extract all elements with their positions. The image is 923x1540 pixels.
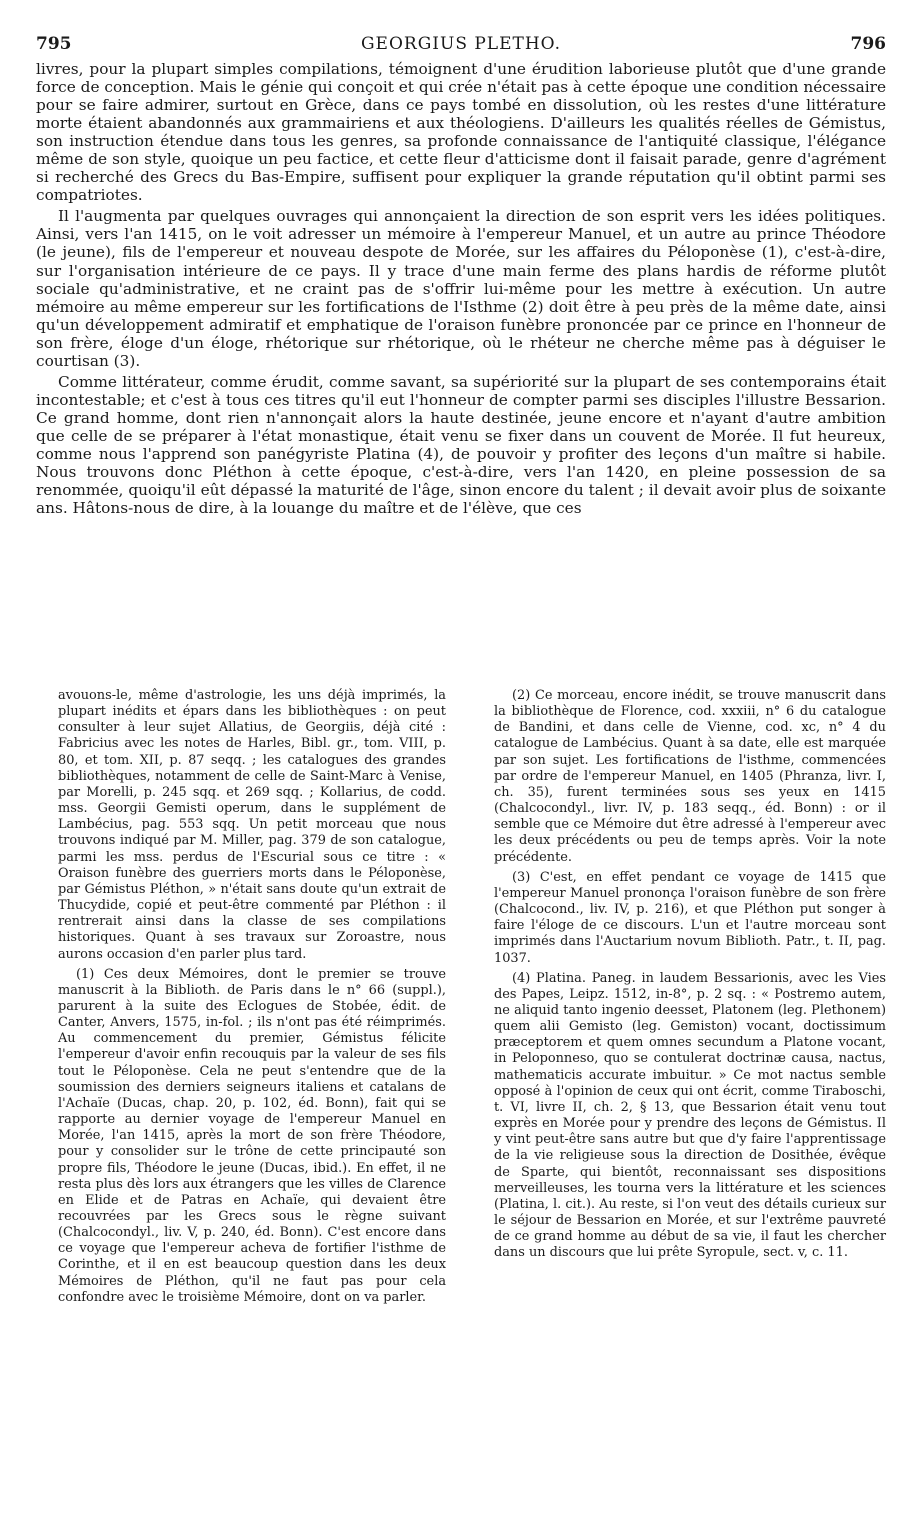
footnote-3: (3) C'est, en effet pendant ce voyage de 1415 que l'empereur Manuel prononça l'oraison funèbre de son frère (Chalcocond., liv. IV, p. 216), et que Pléthon put songer à faire l'éloge de ce discours. L'un et l'autre morceau sont imprimés dans l'Auctarium novum Biblioth. Patr., t. II, pag. 1037. [494,869,886,966]
main-paragraph: Comme littérateur, comme érudit, comme savant, sa supériorité sur la plupart de ses contemporains était incontestable; et c'est à tous ces titres qu'il eut l'honneur de compter parmi ses disciples l'illustre Bessarion. Ce grand homme, dont rien n'annonçait alors la haute destinée, jeune encore et n'ayant d'autre ambition que celle de se préparer à l'état monastique, était venu se fixer dans un couvent de Morée. Il fut heureux, comme nous l'apprend son panégyriste Platina (4), de pouvoir y profiter des leçons d'un maître si habile. Nous trouvons donc Pléthon à cette époque, c'est-à-dire, vers l'an 1420, en pleine possession de sa renommée, quoiqu'il eût dépassé la maturité de l'âge, sinon encore du talent ; il devait avoir plus de soixante ans. Hâtons-nous de dire, à la louange du maître et de l'élève, que ces [36,372,886,518]
footnote-continued: avouons-le, même d'astrologie, les uns déjà imprimés, la plupart inédits et épars dans les bibliothèques : on peut consulter à leur sujet Allatius, de Georgiis, déjà cité : Fabricius avec les notes de Harles, Bibl. gr., tom. VIII, p. 80, et tom. XII, p. 87 seqq. ; les catalogues des grandes bibliothèques, notamment de celle de Saint-Marc à Venise, par Morelli, p. 245 sqq. et 269 sqq. ; Kollarius, de codd. mss. Georgii Gemisti operum, dans le supplément de Lambécius, pag. 553 sqq. Un petit morceau que nous trouvons indiqué par M. Miller, pag. 379 de son catalogue, parmi les mss. perdus de l'Escurial sous ce titre : « Oraison funèbre des guerriers morts dans le Péloponèse, par Gémistus Pléthon, » n'était sans doute qu'un extrait de Thucydide, copié et peut-être commenté par Pléthon : il rentrerait ainsi dans la classe de ses compilations historiques. Quant à ses travaux sur Zoroastre, nous aurons occasion d'en parler plus tard. [58,688,446,962]
main-paragraph: livres, pour la plupart simples compilations, témoignent d'une érudition laborieuse plutôt que d'une grande force de conception. Mais le génie qui conçoit et qui crée n'était pas à cette époque une condition nécessaire pour se faire admirer, surtout en Grèce, dans ce pays tombé en dissolution, où les restes d'une littérature morte étaient abandonnés aux grammairiens et aux théologiens. D'ailleurs les qualités réelles de Gémistus, son instruction étendue dans tous les genres, sa profonde connaissance de l'antiquité classique, l'élégance même de son style, quoique un peu factice, et cette fleur d'atticisme dont il faisait parade, genre d'agrément si recherché des Grecs du Bas-Empire, suffisent pour expliquer la grande réputation qu'il obtint parmi ses compatriotes. [36,60,886,205]
running-title: GEORGIUS PLETHO. [360,34,562,54]
footnote-1: (1) Ces deux Mémoires, dont le premier se trouve manuscrit à la Biblioth. de Paris dans le n° 66 (suppl.), parurent à la suite des Eclogues de Stobée, édit. de Canter, Anvers, 1575, in-fol. ; ils n'ont pas été réimprimés. Au commencement du premier, Gémistus félicite l'empereur d'avoir enfin recouquis par la valeur de ses fils tout le Péloponèse. Cela ne peut s'entendre que de la soumission des derniers seigneurs italiens et catalans de l'Achaïe (Ducas, chap. 20, p. 102, éd. Bonn), fait qui se rapporte au dernier voyage de l'empereur Manuel en Morée, l'an 1415, après la mort de son frère Théodore, pour y consolider sur le trône de cette principauté son propre fils, Théodore le jeune (Ducas, ibid.). En effet, il ne resta plus dès lors aux étrangers que les villes de Clarence en Elide et de Patras en Achaïe, qui devaient être recouvrées par les Grecs sous le règne suivant (Chalcocondyl., liv. V, p. 240, éd. Bonn). C'est encore dans ce voyage que l'empereur acheva de fortifier l'isthme de Corinthe, et il en est beaucoup question dans les deux Mémoires de Pléthon, qu'il ne faut pas pour cela confondre avec le troisième Mémoire, dont on va parler. [58,966,446,1305]
main-text [36,60,886,520]
footnote-4: (4) Platina. Paneg. in laudem Bessarionis, avec les Vies des Papes, Leipz. 1512, in-8°, p. 2 sq. : « Postremo autem, ne aliquid tanto ingenio deesset, Platonem (leg. Plethonem) quem alii Gemisto (leg. Gemiston) vocant, doctissimum præceptorem et quem omnes secundum a Platone vocant, in Peloponneso, quo se contulerat doctrinæ causa, nactus, mathematicis accurate imbuitur. » Ce mot nactus semble opposé à l'opinion de ceux qui ont écrit, comme Tiraboschi, t. VI, livre II, ch. 2, § 13, que Bessarion était venu tout exprès en Morée pour y prendre des leçons de Gémistus. Il y vint peut-être sans autre but que d'y faire l'apprentissage de la vie religieuse sous la direction de Dosithée, évêque de Sparte, qui bientôt, reconnaissant ses dispositions merveilleuses, les tourna vers la littérature et les sciences (Platina, l. cit.). Au reste, si l'on veut des détails curieux sur le séjour de Bessarion en Morée, et sur l'extrême pauvreté de ce grand homme au début de sa vie, il faut les chercher dans un discours que lui prête Syropule, sect. v, c. 11. [494,970,886,1261]
main-paragraph: Il l'augmenta par quelques ouvrages qui annonçaient la direction de son esprit vers les idées politiques. Ainsi, vers l'an 1415, on le voit adresser un mémoire à l'empereur Manuel, et un autre au prince Théodore (le jeune), fils de l'empereur et nouveau despote de Morée, sur les affaires du Péloponèse (1), c'est-à-dire, sur l'organisation intérieure de ce pays. Il y trace d'une main ferme des plans hardis de réforme plutôt sociale qu'administrative, et ne craint pas de s'offrir lui-même pour les mettre à exécution. Un autre mémoire au même empereur sur les fortifications de l'Isthme (2) doit être à peu près de la même date, ainsi qu'un développement admiratif et emphatique de l'oraison funèbre prononcée par ce prince en l'honneur de son frère, éloge d'un éloge, rhétorique sur rhétorique, où le rhéteur ne cherche même pas à déguiser le courtisan (3). [36,207,886,370]
footnotes-left-column [58,688,446,1310]
footnote-2: (2) Ce morceau, encore inédit, se trouve manuscrit dans la bibliothèque de Florence, cod. xxxiii, n° 6 du catalogue de Bandini, et dans celle de Vienne, cod. xc, n° 4 du catalogue de Lambécius. Quant à sa date, elle est marquée par son sujet. Les fortifications de l'isthme, commencées par ordre de l'empereur Manuel, en 1405 (Phranza, livr. I, ch. 35), furent terminées sous ses yeux en 1415 (Chalcocondyl., livr. IV, p. 183 seqq., éd. Bonn) : or il semble que ce Mémoire dut être adressé à l'empereur avec les deux précédents ou peu de temps après. Voir la note précédente. [494,688,886,865]
page-header [36,34,886,56]
page-number-left: 795 [36,34,72,54]
footnotes-right-column [494,688,886,1265]
page-number-right: 796 [850,34,886,54]
